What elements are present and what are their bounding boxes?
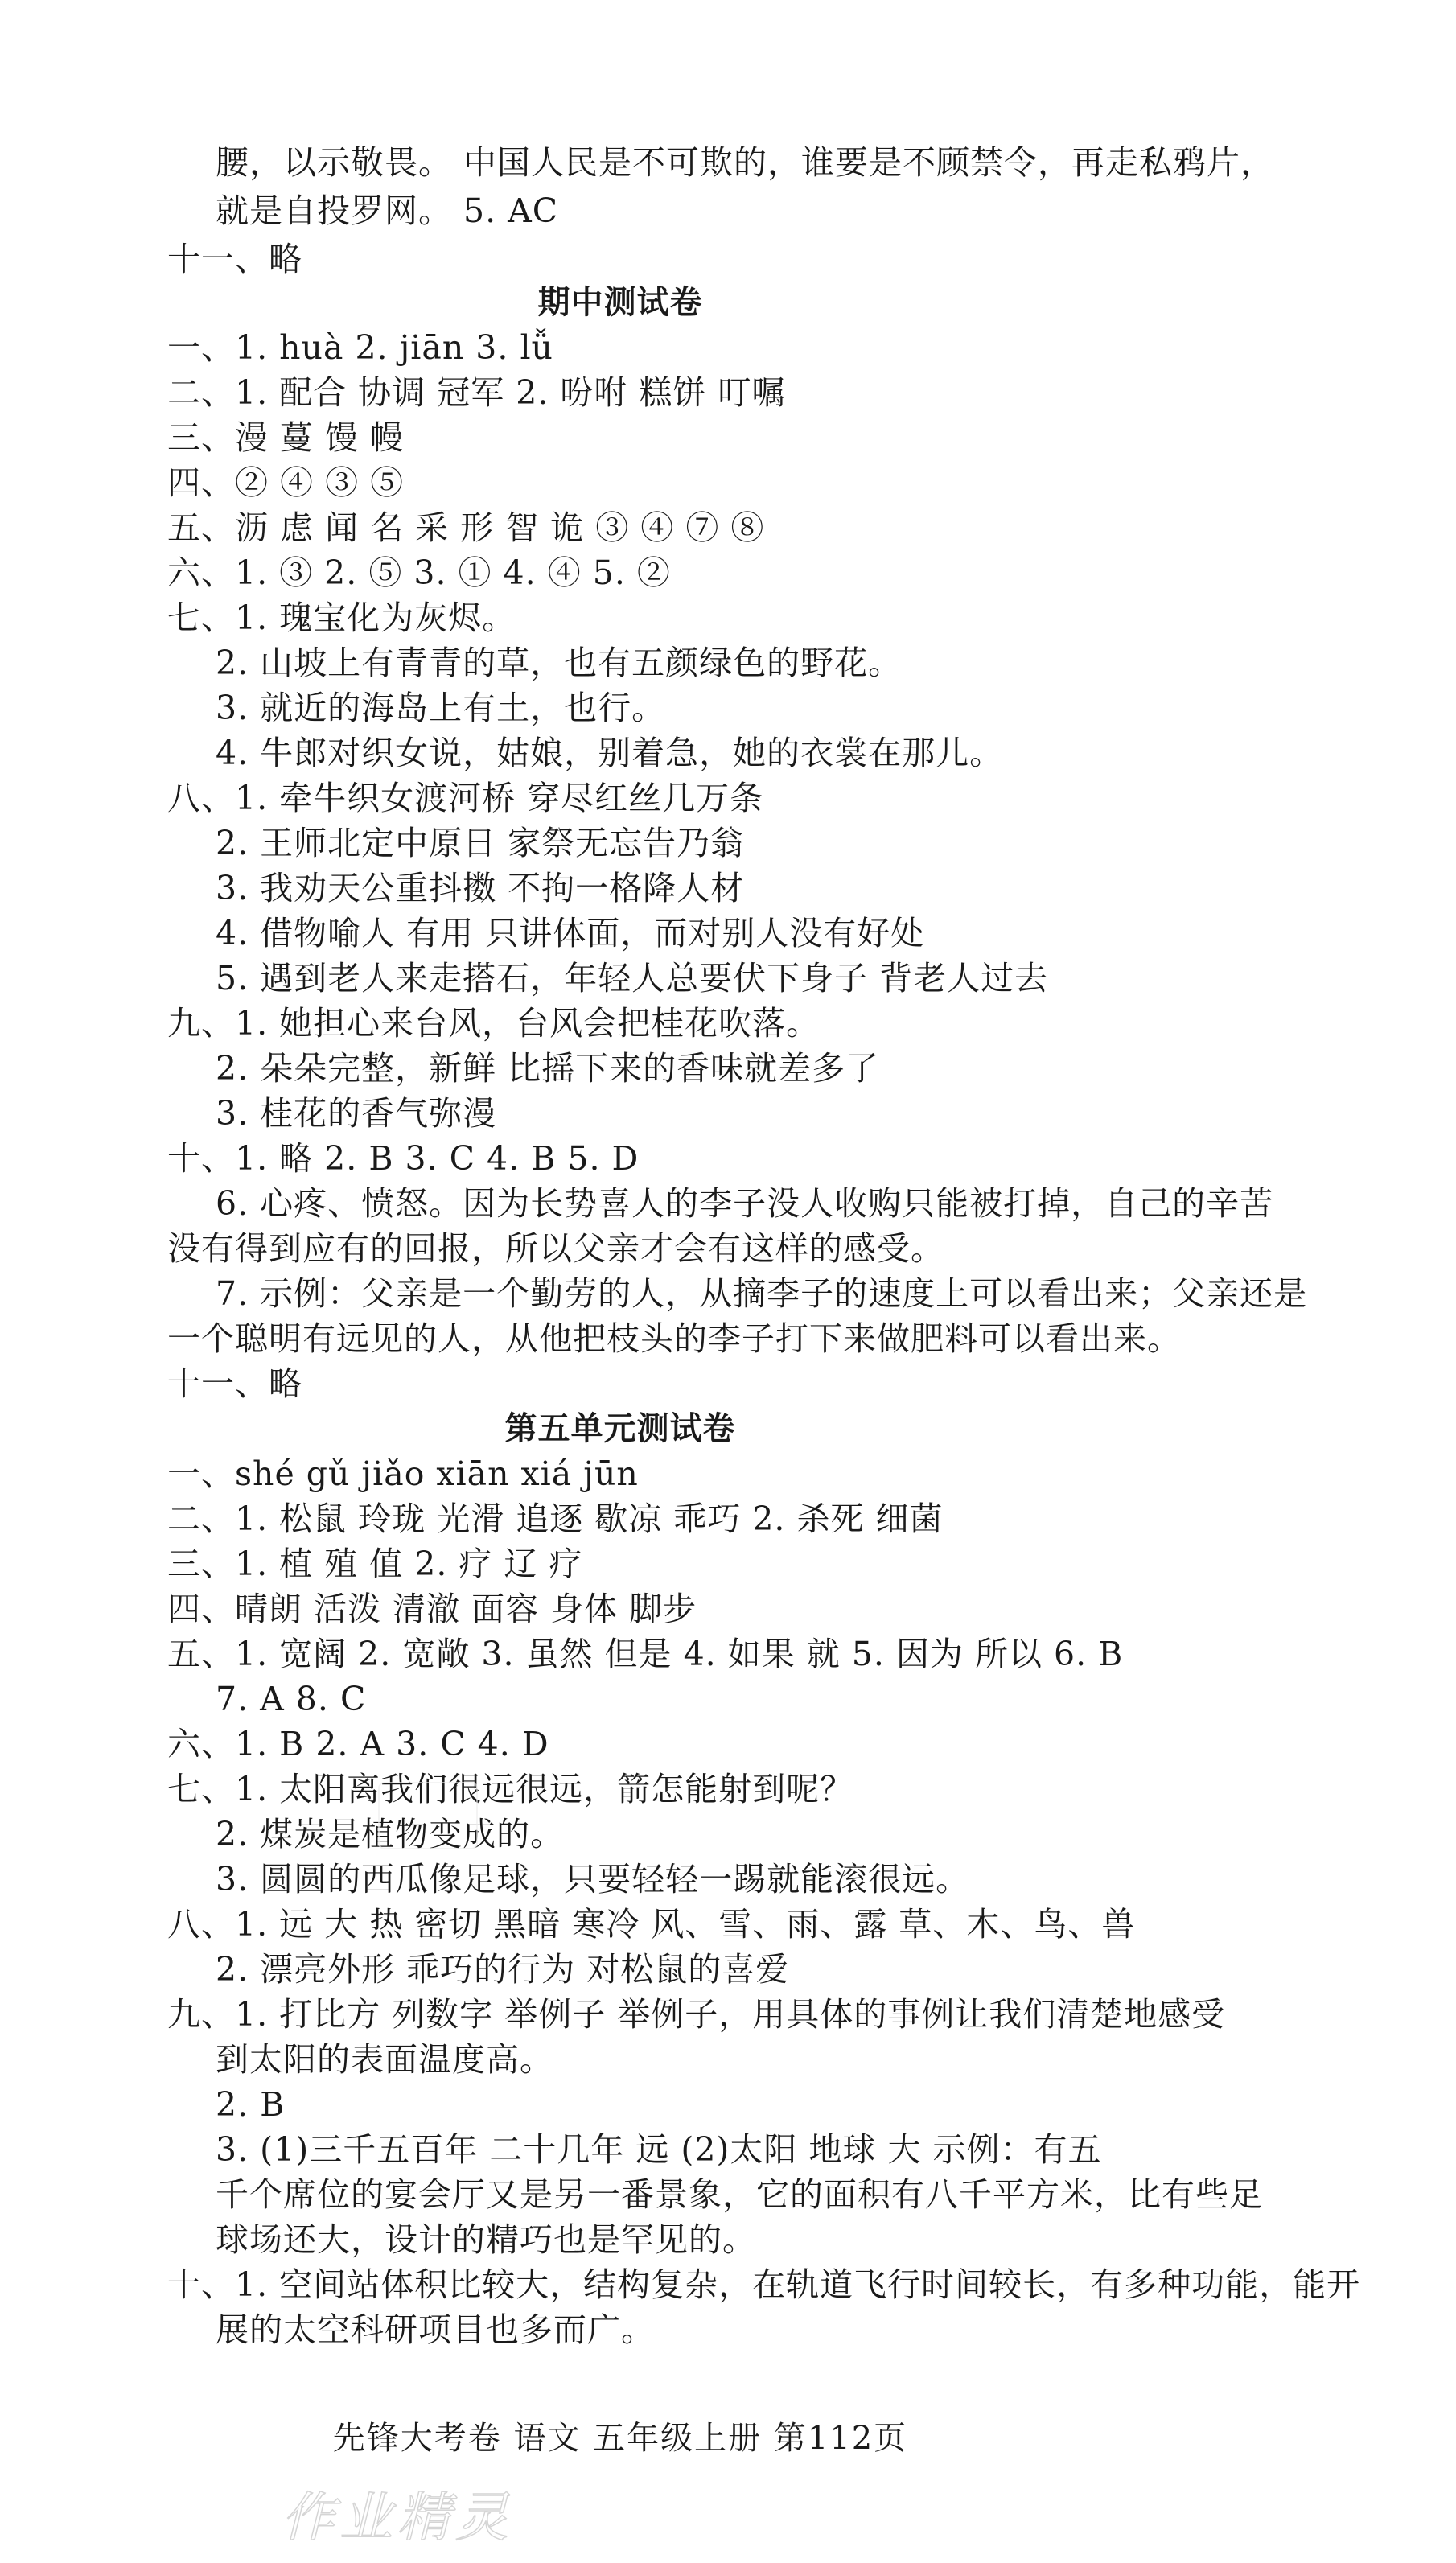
section-title-midterm: 期中测试卷 bbox=[537, 283, 703, 321]
answer-line: 4. 牛郎对织女说，姑娘，别着急，她的衣裳在那儿。 bbox=[216, 734, 1004, 772]
answer-line: 4. 借物喻人 有用 只讲体面，而对别人没有好处 bbox=[216, 914, 925, 952]
answer-line: 千个席位的宴会厅又是另一番景象，它的面积有八千平方米，比有些足 bbox=[216, 2175, 1263, 2214]
answer-line: 展的太空科研项目也多而广。 bbox=[216, 2310, 655, 2349]
answer-line: 九、1. 打比方 列数字 举例子 举例子，用具体的事例让我们清楚地感受 bbox=[167, 1995, 1226, 2034]
answer-line: 六、1. ③ 2. ⑤ 3. ① 4. ④ 5. ② bbox=[167, 553, 671, 592]
answer-line: 3. 桂花的香气弥漫 bbox=[216, 1094, 497, 1133]
answer-line: 5. 遇到老人来走搭石，年轻人总要伏下身子 背老人过去 bbox=[216, 959, 1049, 998]
answer-line: 7. 示例：父亲是一个勤劳的人，从摘李子的速度上可以看出来；父亲还是 bbox=[216, 1274, 1308, 1313]
section-title-unit5: 第五单元测试卷 bbox=[504, 1409, 736, 1447]
text-line: 十一、略 bbox=[167, 240, 302, 278]
answer-line: 3. 我劝天公重抖擞 不拘一格降人材 bbox=[216, 869, 745, 907]
answer-line: 7. A 8. C bbox=[216, 1680, 367, 1718]
answer-line: 五、1. 宽阔 2. 宽敞 3. 虽然 但是 4. 如果 就 5. 因为 所以 6. B bbox=[167, 1635, 1124, 1673]
answer-line: 3. 就近的海岛上有土，也行。 bbox=[216, 689, 666, 727]
answer-line: 三、漫 蔓 馒 幔 bbox=[167, 418, 405, 457]
answer-line: 2. 煤炭是植物变成的。 bbox=[216, 1815, 565, 1853]
faint-stamp-mark bbox=[378, 1782, 478, 1849]
page-footer: 先锋大考卷 语文 五年级上册 第112页 bbox=[332, 2420, 908, 2457]
answer-line: 2. 王师北定中原日 家祭无忘告乃翁 bbox=[216, 824, 745, 862]
answer-line: 3. (1)三千五百年 二十几年 远 (2)太阳 地球 大 示例：有五 bbox=[216, 2130, 1102, 2169]
answer-line: 2. 山坡上有青青的草，也有五颜绿色的野花。 bbox=[216, 644, 903, 682]
answer-line: 八、1. 远 大 热 密切 黑暗 寒冷 风、雪、雨、露 草、木、鸟、兽 bbox=[167, 1905, 1136, 1944]
answer-line: 十、1. 空间站体积比较大，结构复杂，在轨道飞行时间较长，有多种功能，能开 bbox=[167, 2265, 1361, 2304]
answer-line: 一、shé gǔ jiǎo xiān xiá jūn bbox=[167, 1454, 639, 1493]
answer-line: 到太阳的表面温度高。 bbox=[216, 2040, 553, 2079]
answer-line: 七、1. 太阳离我们很远很远，箭怎能射到呢？ bbox=[167, 1770, 854, 1808]
answer-line: 6. 心疼、愤怒。因为长势喜人的李子没人收购只能被打掉，自己的辛苦 bbox=[216, 1184, 1274, 1223]
answer-line: 六、1. B 2. A 3. C 4. D bbox=[167, 1725, 549, 1763]
answer-line: 七、1. 瑰宝化为灰烬。 bbox=[167, 599, 516, 637]
answer-line: 2. 朵朵完整，新鲜 比摇下来的香味就差多了 bbox=[216, 1049, 880, 1088]
answer-line: 二、1. 配合 协调 冠军 2. 吩咐 糕饼 叮嘱 bbox=[167, 373, 786, 412]
answer-line: 四、晴朗 活泼 清澈 面容 身体 脚步 bbox=[167, 1590, 697, 1628]
answer-line: 三、1. 植 殖 值 2. 疗 辽 疗 bbox=[167, 1545, 583, 1583]
answer-line: 一、1. huà 2. jiān 3. lǚ bbox=[167, 328, 553, 367]
text-line: 腰，以示敬畏。 中国人民是不可欺的，谁要是不顾禁令，再走私鸦片， bbox=[216, 143, 1275, 182]
answer-line: 二、1. 松鼠 玲珑 光滑 追逐 歇凉 乖巧 2. 杀死 细菌 bbox=[167, 1500, 944, 1538]
answer-line: 十一、略 bbox=[167, 1364, 302, 1403]
answer-line: 一个聪明有远见的人，从他把枝头的李子打下来做肥料可以看出来。 bbox=[167, 1319, 1181, 1358]
answer-line: 2. B bbox=[216, 2085, 286, 2124]
answer-line: 四、② ④ ③ ⑤ bbox=[167, 463, 405, 502]
answer-line: 3. 圆圆的西瓜像足球，只要轻轻一踢就能滚很远。 bbox=[216, 1860, 970, 1899]
answer-line: 没有得到应有的回报，所以父亲才会有这样的感受。 bbox=[167, 1229, 944, 1268]
answer-line: 十、1. 略 2. B 3. C 4. B 5. D bbox=[167, 1139, 640, 1178]
answer-line: 球场还大，设计的精巧也是罕见的。 bbox=[216, 2220, 756, 2259]
watermark-logo: 作业精灵 bbox=[282, 2487, 513, 2549]
answer-line: 九、1. 她担心来台风，台风会把桂花吹落。 bbox=[167, 1004, 821, 1043]
text-line: 就是自投罗网。 5. AC bbox=[216, 191, 559, 230]
answer-line: 八、1. 牵牛织女渡河桥 穿尽红丝几万条 bbox=[167, 779, 764, 817]
answer-line: 2. 漂亮外形 乖巧的行为 对松鼠的喜爱 bbox=[216, 1950, 790, 1989]
answer-line: 五、沥 虑 闻 名 采 形 智 诡 ③ ④ ⑦ ⑧ bbox=[167, 508, 765, 547]
